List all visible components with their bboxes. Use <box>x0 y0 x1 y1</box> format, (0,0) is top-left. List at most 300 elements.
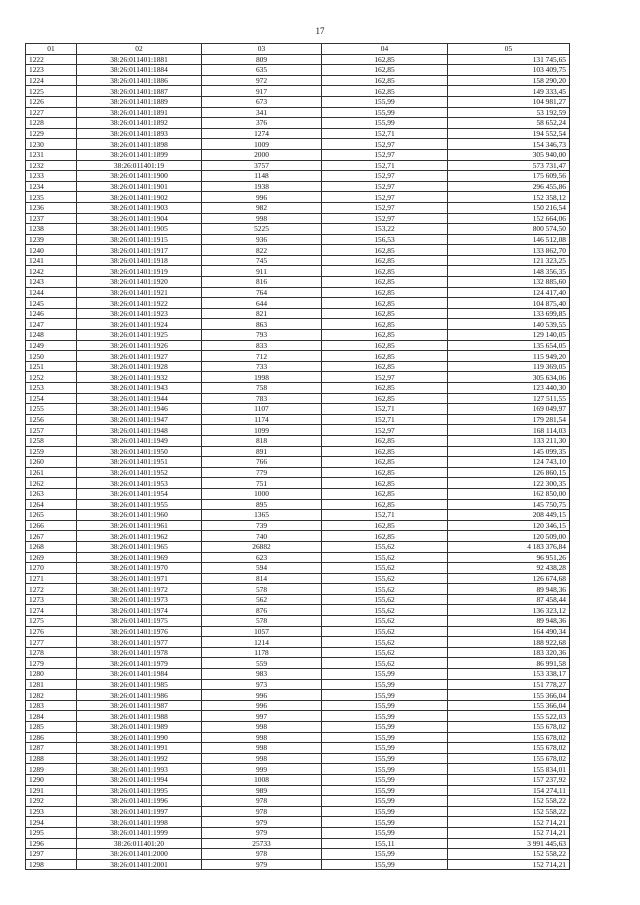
area-cell: 822 <box>202 245 322 256</box>
cadastral-number-cell: 38:26:011401:1979 <box>77 658 202 669</box>
cadastral-value-cell: 129 140,05 <box>448 330 570 341</box>
table-row <box>26 520 570 531</box>
area-cell: 895 <box>202 499 322 510</box>
area-cell: 814 <box>202 573 322 584</box>
area-cell: 26882 <box>202 541 322 552</box>
cadastral-number-cell: 38:26:011401:1886 <box>77 75 202 86</box>
table-row <box>26 149 570 160</box>
area-cell: 783 <box>202 393 322 404</box>
area-cell: 1938 <box>202 181 322 192</box>
row-number-cell: 1242 <box>26 266 77 277</box>
table-row <box>26 488 570 499</box>
column-header-05: 05 <box>448 44 570 55</box>
area-cell: 1009 <box>202 139 322 150</box>
area-cell: 978 <box>202 806 322 817</box>
unit-value-cell: 155,99 <box>322 774 448 785</box>
table-row <box>26 330 570 341</box>
row-number-cell: 1223 <box>26 65 77 76</box>
row-number-cell: 1239 <box>26 234 77 245</box>
row-number-cell: 1272 <box>26 584 77 595</box>
cadastral-number-cell: 38:26:011401:1899 <box>77 149 202 160</box>
cadastral-value-cell: 122 300,35 <box>448 478 570 489</box>
unit-value-cell: 162,85 <box>322 287 448 298</box>
table-row <box>26 499 570 510</box>
cadastral-value-cell: 151 778,27 <box>448 679 570 690</box>
row-number-cell: 1284 <box>26 711 77 722</box>
table-row <box>26 838 570 849</box>
area-cell: 999 <box>202 764 322 775</box>
row-number-cell: 1277 <box>26 637 77 648</box>
unit-value-cell: 162,85 <box>322 457 448 468</box>
table-row <box>26 753 570 764</box>
table-row <box>26 361 570 372</box>
cadastral-value-cell: 4 183 376,84 <box>448 541 570 552</box>
cadastral-number-cell: 38:26:011401:1901 <box>77 181 202 192</box>
cadastral-number-cell: 38:26:011401:1949 <box>77 435 202 446</box>
cadastral-value-cell: 155 678,02 <box>448 732 570 743</box>
cadastral-value-cell: 152 358,12 <box>448 192 570 203</box>
cadastral-number-cell: 38:26:011401:1998 <box>77 817 202 828</box>
area-cell: 998 <box>202 722 322 733</box>
column-header-01: 01 <box>26 44 77 55</box>
cadastral-number-cell: 38:26:011401:1928 <box>77 361 202 372</box>
area-cell: 973 <box>202 679 322 690</box>
area-cell: 911 <box>202 266 322 277</box>
cadastral-number-cell: 38:26:011401:1971 <box>77 573 202 584</box>
unit-value-cell: 162,85 <box>322 478 448 489</box>
cadastral-value-cell: 136 323,12 <box>448 605 570 616</box>
unit-value-cell: 162,85 <box>322 54 448 65</box>
area-cell: 644 <box>202 298 322 309</box>
row-number-cell: 1275 <box>26 616 77 627</box>
cadastral-number-cell: 38:26:011401:2000 <box>77 849 202 860</box>
cadastral-value-cell: 168 114,03 <box>448 425 570 436</box>
row-number-cell: 1258 <box>26 435 77 446</box>
row-number-cell: 1264 <box>26 499 77 510</box>
unit-value-cell: 152,97 <box>322 149 448 160</box>
cadastral-value-cell: 169 049,97 <box>448 404 570 415</box>
unit-value-cell: 155,62 <box>322 563 448 574</box>
table-header <box>26 44 570 55</box>
table-row <box>26 383 570 394</box>
area-cell: 996 <box>202 700 322 711</box>
table-row <box>26 827 570 838</box>
row-number-cell: 1270 <box>26 563 77 574</box>
unit-value-cell: 162,85 <box>322 255 448 266</box>
area-cell: 979 <box>202 817 322 828</box>
row-number-cell: 1253 <box>26 383 77 394</box>
table-row <box>26 849 570 860</box>
table-row <box>26 266 570 277</box>
unit-value-cell: 155,11 <box>322 838 448 849</box>
row-number-cell: 1265 <box>26 510 77 521</box>
cadastral-value-cell: 152 714,21 <box>448 817 570 828</box>
cadastral-value-table <box>25 43 570 870</box>
row-number-cell: 1285 <box>26 722 77 733</box>
cadastral-value-cell: 87 458,44 <box>448 594 570 605</box>
cadastral-value-cell: 155 366,04 <box>448 690 570 701</box>
cadastral-number-cell: 38:26:011401:1990 <box>77 732 202 743</box>
cadastral-number-cell: 38:26:011401:1972 <box>77 584 202 595</box>
area-cell: 982 <box>202 202 322 213</box>
table-row <box>26 700 570 711</box>
table-row <box>26 160 570 171</box>
cadastral-value-cell: 146 512,08 <box>448 234 570 245</box>
cadastral-value-cell: 149 333,45 <box>448 86 570 97</box>
unit-value-cell: 155,62 <box>322 584 448 595</box>
area-cell: 559 <box>202 658 322 669</box>
table-row <box>26 255 570 266</box>
unit-value-cell: 155,99 <box>322 796 448 807</box>
cadastral-value-cell: 140 539,55 <box>448 319 570 330</box>
unit-value-cell: 155,62 <box>322 605 448 616</box>
area-cell: 998 <box>202 743 322 754</box>
row-number-cell: 1252 <box>26 372 77 383</box>
row-number-cell: 1282 <box>26 690 77 701</box>
row-number-cell: 1226 <box>26 96 77 107</box>
unit-value-cell: 152,97 <box>322 139 448 150</box>
cadastral-number-cell: 38:26:011401:1996 <box>77 796 202 807</box>
unit-value-cell: 162,85 <box>322 467 448 478</box>
cadastral-number-cell: 38:26:011401:1950 <box>77 446 202 457</box>
row-number-cell: 1278 <box>26 647 77 658</box>
area-cell: 979 <box>202 859 322 870</box>
column-header-03: 03 <box>202 44 322 55</box>
row-number-cell: 1276 <box>26 626 77 637</box>
area-cell: 740 <box>202 531 322 542</box>
cadastral-number-cell: 38:26:011401:1951 <box>77 457 202 468</box>
area-cell: 733 <box>202 361 322 372</box>
cadastral-value-cell: 155 678,02 <box>448 743 570 754</box>
cadastral-value-cell: 573 731,47 <box>448 160 570 171</box>
table-row <box>26 446 570 457</box>
area-cell: 863 <box>202 319 322 330</box>
cadastral-number-cell: 38:26:011401:1921 <box>77 287 202 298</box>
row-number-cell: 1254 <box>26 393 77 404</box>
cadastral-value-cell: 103 409,75 <box>448 65 570 76</box>
table-row <box>26 372 570 383</box>
cadastral-number-cell: 38:26:011401:1985 <box>77 679 202 690</box>
table-row <box>26 563 570 574</box>
row-number-cell: 1269 <box>26 552 77 563</box>
cadastral-value-cell: 145 099,35 <box>448 446 570 457</box>
cadastral-number-cell: 38:26:011401:1970 <box>77 563 202 574</box>
unit-value-cell: 162,85 <box>322 308 448 319</box>
table-row <box>26 690 570 701</box>
cadastral-number-cell: 38:26:011401:1955 <box>77 499 202 510</box>
cadastral-number-cell: 38:26:011401:1915 <box>77 234 202 245</box>
row-number-cell: 1287 <box>26 743 77 754</box>
unit-value-cell: 152,71 <box>322 404 448 415</box>
table-row <box>26 75 570 86</box>
area-cell: 341 <box>202 107 322 118</box>
cadastral-value-cell: 132 885,60 <box>448 277 570 288</box>
cadastral-number-cell: 38:26:011401:1952 <box>77 467 202 478</box>
row-number-cell: 1259 <box>26 446 77 457</box>
table-row <box>26 785 570 796</box>
row-number-cell: 1249 <box>26 340 77 351</box>
area-cell: 745 <box>202 255 322 266</box>
cadastral-number-cell: 38:26:011401:20 <box>77 838 202 849</box>
table-row <box>26 414 570 425</box>
cadastral-number-cell: 38:26:011401:1974 <box>77 605 202 616</box>
unit-value-cell: 155,62 <box>322 552 448 563</box>
table-row <box>26 743 570 754</box>
cadastral-number-cell: 38:26:011401:1884 <box>77 65 202 76</box>
row-number-cell: 1246 <box>26 308 77 319</box>
unit-value-cell: 156,53 <box>322 234 448 245</box>
row-number-cell: 1292 <box>26 796 77 807</box>
cadastral-value-cell: 124 743,10 <box>448 457 570 468</box>
cadastral-value-cell: 92 438,28 <box>448 563 570 574</box>
cadastral-number-cell: 38:26:011401:1927 <box>77 351 202 362</box>
area-cell: 5225 <box>202 224 322 235</box>
area-cell: 998 <box>202 732 322 743</box>
row-number-cell: 1289 <box>26 764 77 775</box>
unit-value-cell: 153,22 <box>322 224 448 235</box>
cadastral-value-cell: 154 274,11 <box>448 785 570 796</box>
row-number-cell: 1295 <box>26 827 77 838</box>
table-row <box>26 171 570 182</box>
area-cell: 2000 <box>202 149 322 160</box>
area-cell: 998 <box>202 753 322 764</box>
unit-value-cell: 162,85 <box>322 435 448 446</box>
cadastral-number-cell: 38:26:011401:1917 <box>77 245 202 256</box>
unit-value-cell: 155,99 <box>322 785 448 796</box>
row-number-cell: 1283 <box>26 700 77 711</box>
cadastral-number-cell: 38:26:011401:1903 <box>77 202 202 213</box>
area-cell: 635 <box>202 65 322 76</box>
table-row <box>26 817 570 828</box>
row-number-cell: 1274 <box>26 605 77 616</box>
unit-value-cell: 162,85 <box>322 330 448 341</box>
area-cell: 978 <box>202 796 322 807</box>
area-cell: 779 <box>202 467 322 478</box>
cadastral-number-cell: 38:26:011401:1889 <box>77 96 202 107</box>
table-row <box>26 202 570 213</box>
unit-value-cell: 162,85 <box>322 351 448 362</box>
area-cell: 876 <box>202 605 322 616</box>
table-row <box>26 181 570 192</box>
unit-value-cell: 162,85 <box>322 319 448 330</box>
row-number-cell: 1280 <box>26 669 77 680</box>
row-number-cell: 1234 <box>26 181 77 192</box>
cadastral-value-cell: 124 417,40 <box>448 287 570 298</box>
row-number-cell: 1237 <box>26 213 77 224</box>
table-row <box>26 54 570 65</box>
cadastral-number-cell: 38:26:011401:1924 <box>77 319 202 330</box>
area-cell: 1365 <box>202 510 322 521</box>
area-cell: 766 <box>202 457 322 468</box>
unit-value-cell: 155,99 <box>322 690 448 701</box>
cadastral-number-cell: 38:26:011401:1891 <box>77 107 202 118</box>
area-cell: 979 <box>202 827 322 838</box>
table-row <box>26 96 570 107</box>
area-cell: 891 <box>202 446 322 457</box>
cadastral-number-cell: 38:26:011401:1905 <box>77 224 202 235</box>
cadastral-number-cell: 38:26:011401:1960 <box>77 510 202 521</box>
unit-value-cell: 152,97 <box>322 181 448 192</box>
area-cell: 1000 <box>202 488 322 499</box>
table-row <box>26 224 570 235</box>
cadastral-value-cell: 115 949,20 <box>448 351 570 362</box>
row-number-cell: 1261 <box>26 467 77 478</box>
cadastral-number-cell: 38:26:011401:1962 <box>77 531 202 542</box>
cadastral-number-cell: 38:26:011401:1948 <box>77 425 202 436</box>
table-row <box>26 510 570 521</box>
cadastral-value-cell: 175 609,56 <box>448 171 570 182</box>
table-row <box>26 308 570 319</box>
area-cell: 712 <box>202 351 322 362</box>
table-row <box>26 192 570 203</box>
area-cell: 623 <box>202 552 322 563</box>
cadastral-number-cell: 38:26:011401:1973 <box>77 594 202 605</box>
cadastral-number-cell: 38:26:011401:1923 <box>77 308 202 319</box>
table-row <box>26 319 570 330</box>
unit-value-cell: 162,85 <box>322 446 448 457</box>
table-row <box>26 573 570 584</box>
area-cell: 816 <box>202 277 322 288</box>
area-cell: 996 <box>202 192 322 203</box>
unit-value-cell: 152,71 <box>322 414 448 425</box>
area-cell: 1214 <box>202 637 322 648</box>
unit-value-cell: 155,99 <box>322 764 448 775</box>
row-number-cell: 1255 <box>26 404 77 415</box>
table-row <box>26 669 570 680</box>
row-number-cell: 1250 <box>26 351 77 362</box>
area-cell: 594 <box>202 563 322 574</box>
page-number: 17 <box>315 26 325 36</box>
row-number-cell: 1235 <box>26 192 77 203</box>
cadastral-value-cell: 104 875,40 <box>448 298 570 309</box>
cadastral-number-cell: 38:26:011401:1881 <box>77 54 202 65</box>
cadastral-value-cell: 305 940,00 <box>448 149 570 160</box>
cadastral-value-cell: 155 834,01 <box>448 764 570 775</box>
unit-value-cell: 155,99 <box>322 700 448 711</box>
cadastral-value-cell: 145 750,75 <box>448 499 570 510</box>
unit-value-cell: 155,99 <box>322 859 448 870</box>
table-row <box>26 298 570 309</box>
cadastral-number-cell: 38:26:011401:1984 <box>77 669 202 680</box>
table-row <box>26 732 570 743</box>
cadastral-number-cell: 38:26:011401:1977 <box>77 637 202 648</box>
table-row <box>26 764 570 775</box>
row-number-cell: 1294 <box>26 817 77 828</box>
unit-value-cell: 155,62 <box>322 616 448 627</box>
row-number-cell: 1251 <box>26 361 77 372</box>
cadastral-value-cell: 148 356,35 <box>448 266 570 277</box>
cadastral-value-cell: 155 522,03 <box>448 711 570 722</box>
row-number-cell: 1290 <box>26 774 77 785</box>
row-number-cell: 1256 <box>26 414 77 425</box>
unit-value-cell: 152,71 <box>322 160 448 171</box>
cadastral-number-cell: 38:26:011401:1953 <box>77 478 202 489</box>
row-number-cell: 1298 <box>26 859 77 870</box>
cadastral-number-cell: 38:26:011401:1947 <box>77 414 202 425</box>
area-cell: 936 <box>202 234 322 245</box>
cadastral-number-cell: 38:26:011401:1944 <box>77 393 202 404</box>
row-number-cell: 1271 <box>26 573 77 584</box>
cadastral-value-cell: 119 369,05 <box>448 361 570 372</box>
cadastral-number-cell: 38:26:011401:1961 <box>77 520 202 531</box>
cadastral-number-cell: 38:26:011401:1918 <box>77 255 202 266</box>
unit-value-cell: 155,62 <box>322 594 448 605</box>
row-number-cell: 1293 <box>26 806 77 817</box>
cadastral-number-cell: 38:26:011401:1991 <box>77 743 202 754</box>
unit-value-cell: 155,99 <box>322 743 448 754</box>
table-row <box>26 340 570 351</box>
unit-value-cell: 155,99 <box>322 806 448 817</box>
cadastral-value-cell: 158 290,20 <box>448 75 570 86</box>
table-row <box>26 658 570 669</box>
cadastral-number-cell: 38:26:011401:1954 <box>77 488 202 499</box>
unit-value-cell: 152,97 <box>322 192 448 203</box>
unit-value-cell: 155,99 <box>322 679 448 690</box>
unit-value-cell: 162,85 <box>322 65 448 76</box>
cadastral-number-cell: 38:26:011401:1887 <box>77 86 202 97</box>
table-row <box>26 626 570 637</box>
area-cell: 1274 <box>202 128 322 139</box>
row-number-cell: 1273 <box>26 594 77 605</box>
row-number-cell: 1228 <box>26 118 77 129</box>
area-cell: 758 <box>202 383 322 394</box>
row-number-cell: 1262 <box>26 478 77 489</box>
cadastral-value-cell: 152 664,06 <box>448 213 570 224</box>
unit-value-cell: 152,97 <box>322 213 448 224</box>
cadastral-value-cell: 58 652,24 <box>448 118 570 129</box>
cadastral-value-cell: 120 509,00 <box>448 531 570 542</box>
cadastral-value-cell: 126 674,68 <box>448 573 570 584</box>
unit-value-cell: 155,62 <box>322 573 448 584</box>
unit-value-cell: 162,85 <box>322 277 448 288</box>
row-number-cell: 1243 <box>26 277 77 288</box>
cadastral-value-cell: 194 552,54 <box>448 128 570 139</box>
row-number-cell: 1267 <box>26 531 77 542</box>
unit-value-cell: 162,85 <box>322 531 448 542</box>
row-number-cell: 1230 <box>26 139 77 150</box>
cadastral-value-cell: 153 338,17 <box>448 669 570 680</box>
cadastral-number-cell: 38:26:011401:1992 <box>77 753 202 764</box>
area-cell: 1008 <box>202 774 322 785</box>
table-row <box>26 541 570 552</box>
table-row <box>26 234 570 245</box>
unit-value-cell: 162,85 <box>322 340 448 351</box>
area-cell: 793 <box>202 330 322 341</box>
cadastral-value-cell: 150 216,54 <box>448 202 570 213</box>
area-cell: 809 <box>202 54 322 65</box>
area-cell: 996 <box>202 690 322 701</box>
area-cell: 978 <box>202 849 322 860</box>
table-row <box>26 637 570 648</box>
cadastral-number-cell: 38:26:011401:1920 <box>77 277 202 288</box>
row-number-cell: 1297 <box>26 849 77 860</box>
cadastral-value-cell: 152 714,21 <box>448 859 570 870</box>
area-cell: 1998 <box>202 372 322 383</box>
table-row <box>26 277 570 288</box>
unit-value-cell: 162,85 <box>322 393 448 404</box>
cadastral-value-cell: 152 558,22 <box>448 796 570 807</box>
row-number-cell: 1286 <box>26 732 77 743</box>
cadastral-value-cell: 155 678,02 <box>448 722 570 733</box>
table-row <box>26 435 570 446</box>
table-row <box>26 467 570 478</box>
area-cell: 376 <box>202 118 322 129</box>
column-header-04: 04 <box>322 44 448 55</box>
cadastral-value-cell: 127 511,55 <box>448 393 570 404</box>
cadastral-number-cell: 38:26:011401:1994 <box>77 774 202 785</box>
row-number-cell: 1291 <box>26 785 77 796</box>
area-cell: 917 <box>202 86 322 97</box>
